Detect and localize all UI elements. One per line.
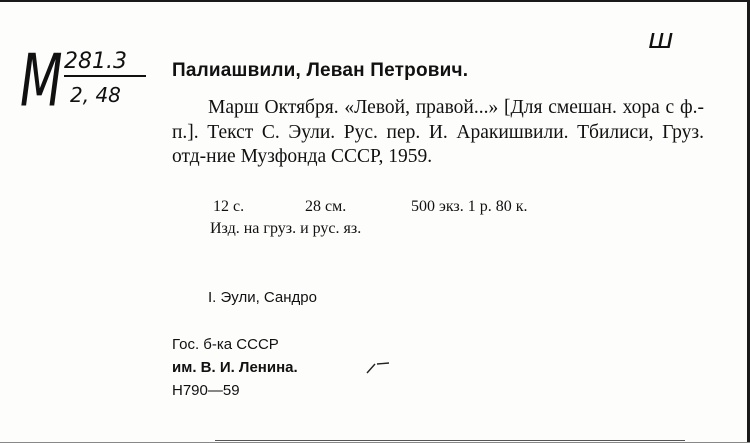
corner-handwritten-mark: [646, 24, 690, 54]
shelfmark-drawing: [20, 38, 160, 128]
library-line-3: Н790—59: [172, 382, 240, 399]
physical-description: [213, 198, 528, 216]
library-line-1: Гос. б-ка СССР: [172, 336, 279, 353]
handwritten-shelfmark: [20, 38, 160, 128]
entry-description: Марш Октября. «Левой, правой...» [Для смешан. хора с ф.-п.]. Текст С. Эули. Рус. пер. И. Аракишвили. Тбилиси, Груз. отд-ние Музфонда СССР, 1959.: [172, 97, 704, 167]
pencil-tick-mark: [366, 360, 390, 374]
pages-value: 12 с.: [213, 198, 245, 215]
library-stamp: [172, 333, 298, 402]
card-top-edge: [0, 0, 750, 2]
size-value: 28 см.: [305, 198, 347, 215]
tick-drawing: [366, 360, 390, 374]
library-line-2: им. В. И. Ленина.: [172, 359, 298, 376]
language-note: Изд. на груз. и рус. яз.: [210, 220, 362, 237]
entry-heading: Палиашвили, Леван Петрович.: [172, 60, 469, 81]
corner-mark-drawing: [646, 24, 690, 54]
tracing-entry: I. Эули, Сандро: [208, 289, 317, 306]
shelfmark-number: 281.3: [64, 49, 127, 74]
corner-note-text: ш: [648, 24, 674, 54]
card-bottom-rule: [215, 440, 685, 441]
shelfmark-letter: М: [20, 38, 63, 124]
copies-price-value: 500 экз. 1 р. 80 к.: [411, 198, 528, 215]
shelfmark-lower: 2, 48: [70, 83, 121, 107]
